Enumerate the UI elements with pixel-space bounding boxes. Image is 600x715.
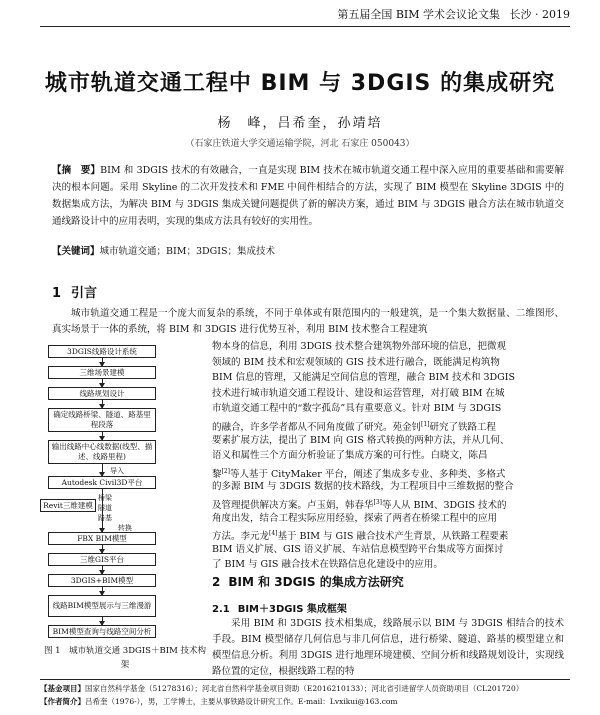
intro-text-line: 市轨道交通工程中的“数字孤岛”具有重要意义。针对 BIM 与 3DGIS [212,403,502,415]
abstract-text: BIM 和 3DGIS 技术的有效融合，一直是实现 BIM 技术在城市轨道交通工程中深入应用的重要基础和需要解决的根本问题。采用 Skyline 的二次开发技术和 FME 中间件相结合的方法，实现了 BIM 模型在 Skyline 3DGIS 中的数据集成方法，为解决 BIM 与 3DGIS 集成关键问题提供了新的解决方案，通过 BIM 与 3DGIS 融合方法在城市轨道交通线路设计中的应用表明，实现的集成方法具有较好的实用性。 [52,165,564,227]
intro-text-line: 角度出发，结合工程实际应用经验，探索了两者在桥梁工程中的应用 [212,512,498,524]
flow-arrow [102,432,103,440]
intro-text-line: 领域的 BIM 技术和宏观领域的 GIS 技术进行融合，既能满足构筑物 [212,356,500,368]
section-title: BIM 和 3DGIS 的集成方法研究 [228,575,404,589]
intro-text-line: 了 BIM 与 GIS 融合技术在铁路信息化建设中的应用。 [212,559,443,571]
flow-arrow [102,489,103,532]
fund-label: 【基金项目】 [40,684,85,693]
author-text: 吕希奎（1976-），男，工学博士，主要从事铁路设计研究工作。E-mail：Lvxikui@163.com [85,697,398,706]
footnotes [40,679,570,708]
affiliation: （石家庄铁道大学交通运输学院，河北 石家庄 050043） [185,139,415,149]
fund-note [40,682,570,695]
section-heading-method [212,573,412,590]
flow-label-bridge: 桥梁 [98,494,112,502]
running-header [40,4,570,27]
keywords [52,243,564,257]
flow-arrow [102,566,103,574]
flow-arrow [102,400,103,408]
framework-paragraph: 采用 BIM 和 3DGIS 技术相集成，线路展示以 BIM 与 3DGIS 相结合的技术手段。BIM 模型储存几何信息与非几何信息，进行桥梁、隧道、路基的模型建立和模型信息分析。利用 3DGIS 进行地理环境建模、空间分析和线路规划设计，实现线路位置的定位，根据线路工程的特 [212,618,564,677]
subsection-number: 2.1 [212,604,230,615]
intro-text-line: 技术进行城市轨道交通工程设计、建设和运营管理，对打破 BIM 在城 [212,387,505,399]
intro-text-line: BIM 信息的管理，又能满足空间信息的管理，融合 BIM 技术和 3DGIS [212,372,516,384]
paper-title: 城市轨道交通工程中 BIM 与 3DGIS 的集成研究 [44,71,556,96]
author-note [40,695,570,708]
section-title: 引言 [71,286,98,301]
flow-arrow [102,545,103,553]
flow-box-bim-query-analysis: BIM模型查询与线路空间分析 [48,625,156,638]
flow-arrow [102,464,103,476]
flow-box-bim-display-roaming: 线路BIM模型展示与三维漫游 [48,595,156,617]
intro-text-line: 物本身的信息，利用 3DGIS 技术整合建筑物外部环境的信息，把微观 [212,341,507,352]
keywords-text: 城市轨道交通；BIM；3DGIS；集成技术 [99,246,275,257]
flowchart-figure [40,339,206,639]
intro-text-line: 的融合，许多学者都从不同角度做了研究。苑金钊[1]研究了铁路工程 [212,421,497,434]
flow-box-output-centerline: 输出线路中心线数据(线型、描述、线路里程) [48,440,156,464]
flow-label-subgrade: 路基 [98,514,112,522]
intro-text-line: 的多源 BIM 与 3DGIS 数据的技术路线，为工程项目中三维数据的整合 [212,481,514,493]
intro-text-line: 语义和属性三个方面分析验证了集成方案的可行性。白晓文，陈昌 [212,450,488,462]
intro-text-line: 黎[2]等人基于 CityMaker 平台，阐述了集成多专业、多种类、多格式 [212,467,506,480]
flow-box-3d-scene-modeling: 三维场景建模 [48,366,156,379]
intro-paragraph: 城市轨道交通工程是一个庞大而复杂的系统，不同于单体或有限范围内的一般建筑，是一个集大数据量、二维图形、真实场景于一体的系统，将 BIM 和 3DGIS 进行优势互补，利用 BIM 技术整合工程建筑 [52,308,564,335]
abstract [52,162,564,230]
intro-text-line: 要素扩展方法，提出了 BIM 向 GIS 格式转换的两种方法，并从几何、 [212,434,510,446]
flow-label-import: 导入 [110,467,124,475]
header-location: 长沙 · 2019 [509,8,570,21]
flow-box-civil3d: Autodesk Civil3D平台 [48,476,156,489]
intro-text-line: BIM 语义扩展、GIS 语义扩展、车站信息模型跨平台集成等方面探讨 [212,543,504,555]
section-heading-intro [52,282,107,301]
subsection-heading-framework [212,600,355,615]
intro-text-line: 方法。李元龙[4]基于 BIM 与 GIS 融合技术产生背景，从铁路工程要素 [212,530,509,543]
author-list: 杨 峰，吕希奎，孙靖培 [217,116,383,131]
subsection-title: BIM＋3DGIS 集成框架 [237,604,347,615]
keywords-label: 【关键词】 [52,246,100,257]
flow-box-route-planning: 线路规划设计 [48,387,156,400]
section-number: 1 [52,286,62,301]
flow-box-3d-gis-platform: 三维GIS平台 [48,553,156,566]
flow-box-determine-segments: 确定线路桥梁、隧道、路基里程段落 [48,408,156,432]
flow-arrow [102,587,103,595]
header-conference: 第五届全国 BIM 学术会议论文集 [337,8,501,21]
flow-arrow [102,358,103,366]
fund-text: 国家自然科学基金（51278316）；河北省自然科学基金项目资助（E2016210133）；河北省引进留学人员资助项目（CL201720） [85,684,524,693]
section-number: 2 [212,575,221,589]
flow-arrow [102,379,103,387]
flow-arrow [102,617,103,625]
flow-box-3dgis-bim-model: 3DGIS+BIM模型 [48,574,156,587]
flow-label-tunnel: 隧道 [98,504,112,512]
flow-box-revit-modeling: Revit三维建模 [40,499,96,512]
author-label: 【作者简介】 [40,697,85,706]
figure-caption: 图 1 城市轨道交通 3DGIS＋BIM 技术构架 [43,646,207,670]
abstract-label: 【摘 要】 [52,165,101,176]
flow-box-3dgis-design-system: 3DGIS线路设计系统 [48,345,156,358]
flow-box-fbx-model: FBX BIM模型 [48,532,156,545]
flow-label-convert: 转换 [118,524,132,532]
intro-text-line: 及管理提供解决方案。卢玉娟，韩春华[3]等人从 BIM、3DGIS 技术的 [212,499,507,512]
